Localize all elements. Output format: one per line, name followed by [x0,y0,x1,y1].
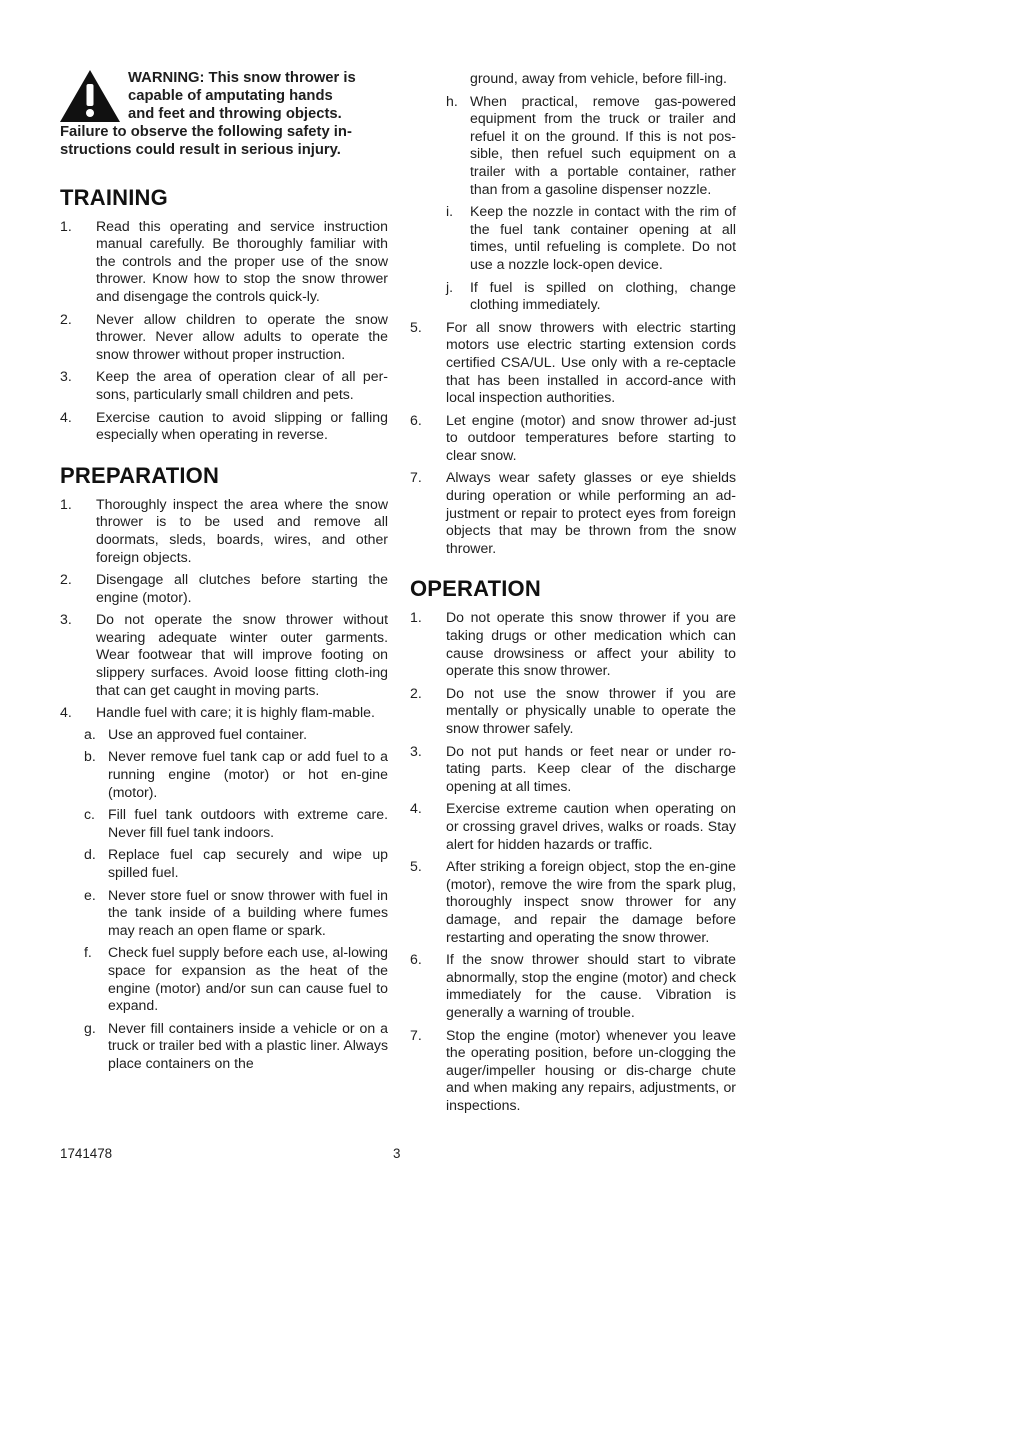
item-text: Never fill containers inside a vehicle or on a truck or trailer bed with a plastic liner. Always place containers on the [108,1019,388,1071]
item-number: 5. [410,858,422,875]
item-letter: a. [84,725,96,742]
item-letter: i. [446,203,454,220]
item-number: 4. [410,800,422,817]
list-item [60,368,388,403]
preparation-section [60,464,388,1073]
item-number: 1. [410,609,422,626]
item-text: Exercise caution to avoid slipping or falling especially when operating in reverse. [96,408,388,443]
sub-list-item [84,944,388,1014]
item-text: After striking a foreign object, stop the en-gine (motor), remove the wire from the spark plug, thoroughly inspect snow thrower for any damage, and repair the damage before restarting and operating the snow thrower. [446,858,736,945]
list-item [410,800,736,853]
item-number: 4. [60,408,72,425]
list-item [60,409,388,444]
item-text: Stop the engine (motor) whenever you leave the operating position, before un-clogging the auger/impeller housing or dis-charge chute and when making any repairs, adjustments, or inspections. [446,1026,736,1113]
item-text: Never store fuel or snow thrower with fuel in the tank inside of a building where fumes may reach an open flame or spark. [108,886,388,938]
list-item [60,496,388,566]
item-number: 5. [410,318,422,335]
training-section [60,186,388,444]
list-item [410,469,736,557]
warning-line-2: capable of amputating hands [128,87,333,104]
part-number: 1741478 [60,1146,113,1161]
sub-list-item [84,726,388,744]
list-item [60,571,388,606]
item-text: Read this operating and service instruction manual carefully. Be thoroughly familiar with the controls and the proper use of the snow thrower. Know how to stop the snow thrower and disengage the controls quick-ly. [96,217,388,304]
list-item [410,685,736,738]
sub-list-item [446,203,736,273]
warning-line-4: Failure to observe the following safety in- [60,124,352,140]
item-letter: j. [446,278,454,295]
item-text: Exercise extreme caution when operating on or crossing gravel drives, walks or roads. Stay alert for hidden hazards or traffic. [446,800,736,852]
item-letter: h. [446,92,458,109]
operation-section [410,577,736,1114]
operation-heading: OPERATION [410,576,541,602]
warning-line-1: WARNING: This snow thrower is [128,70,356,86]
item-text: Do not put hands or feet near or under ro-tating parts. Keep clear of the discharge opening at all times. [446,742,736,794]
list-item [60,611,388,699]
item-text: Never allow children to operate the snow thrower. Never allow adults to operate the snow thrower without proper instruction. [96,310,388,362]
item-text: Thoroughly inspect the area where the snow thrower is to be used and remove all doormats, sleds, boards, wires, and other foreign objects. [96,495,388,565]
item-number: 7. [410,1026,422,1043]
item-text: Handle fuel with care; it is highly flam-mable. [96,704,375,721]
item-text: Check fuel supply before each use, al-lowing space for expansion as the heat of the engine (motor) and/or sun can cause fuel to expand. [108,944,388,1014]
item-number: 3. [60,611,72,628]
item-number: 2. [60,571,72,588]
item-text: If the snow thrower should start to vibrate abnormally, stop the engine (motor) and check immediately for the cause. Vibration is generally a warning of trouble. [446,951,736,1020]
training-list [60,218,388,444]
item-text: Keep the nozzle in contact with the rim of the fuel tank container opening at all times, until refueling is complete. Do not use a nozzle lock-open device. [470,203,736,272]
item-text: Replace fuel cap securely and wipe up spilled fuel. [108,846,388,880]
item-letter: d. [84,846,96,863]
item-text: Fill fuel tank outdoors with extreme care. Never fill fuel tank indoors. [108,806,388,840]
sub-list-item-continued [446,70,736,88]
item-number: 6. [410,951,422,968]
item-letter: g. [84,1019,96,1036]
sub-list-item [84,887,388,940]
item-number: 2. [410,684,422,701]
list-item [410,858,736,946]
preparation-heading: PREPARATION [60,462,220,488]
item-text: Disengage all clutches before starting the engine (motor). [96,571,388,605]
item-text: ground, away from vehicle, before fill-ing. [470,70,727,86]
item-number: 7. [410,469,422,486]
sub-list-item [446,93,736,199]
preparation-list-continued [410,319,736,558]
item-text: Never remove fuel tank cap or add fuel to a running engine (motor) or hot en-gine (motor). [108,748,388,800]
item-text: Do not operate this snow thrower if you are taking drugs or other medication which can cause drowsiness or affect your ability to operate this snow thrower. [446,609,736,679]
sub-list-item [84,806,388,841]
item-text: Let engine (motor) and snow thrower ad-just to outdoor temperatures before starting to clear snow. [446,411,736,463]
item-text: If fuel is spilled on clothing, change clothing immediately. [470,278,736,313]
warning-block [60,70,388,160]
list-item [60,311,388,364]
item-number: 1. [60,217,72,234]
sub-list-item [84,748,388,801]
item-text: Do not use the snow thrower if you are mentally or physically unable to operate the snow thrower safely. [446,684,736,736]
training-heading: TRAINING [60,184,168,210]
item-number: 6. [410,411,422,428]
item-number: 3. [60,368,72,385]
item-number: 1. [60,495,72,512]
operation-list [410,609,736,1114]
item-letter: f. [84,944,92,961]
page-number: 3 [393,1146,401,1161]
item-text: Use an approved fuel container. [108,725,308,742]
list-item [410,743,736,796]
sub-list-item [446,279,736,314]
item-number: 2. [60,310,72,327]
list-item [410,1027,736,1115]
fuel-sub-list-continued [446,70,736,314]
warning-line-3: and feet and throwing objects. [128,105,342,122]
list-item [410,951,736,1021]
item-text: Keep the area of operation clear of all per-sons, particularly small children and pets. [96,368,388,402]
list-item [410,412,736,465]
warning-line-5: structions could result in serious injury. [60,141,341,158]
item-text: For all snow throwers with electric starting motors use electric starting extension cords certified CSA/UL. Use only with a re-ceptacle that has been installed in accord-ance with local inspection authorities. [446,318,736,406]
item-text: When practical, remove gas-powered equipment from the truck or trailer and refuel it on the ground. If this is not pos-sible, then refuel such equipment on a trailer with a portable container, rather than from a gasoline dispenser nozzle. [470,92,736,197]
list-item [60,218,388,306]
list-item [60,704,388,1072]
item-text: Do not operate the snow thrower without wearing adequate winter outer garments. Wear footwear that will improve footing on slippery surfaces. Avoid loose fitting cloth-ing that can get caught in moving parts. [96,611,388,698]
list-item [410,319,736,407]
left-column [60,70,388,1093]
fuel-sub-list [84,726,388,1073]
item-letter: b. [84,748,96,765]
warning-triangle-icon [58,68,122,124]
preparation-list [60,496,388,1073]
list-item [410,609,736,679]
right-column [410,70,736,1134]
item-letter: c. [84,806,95,823]
item-letter: e. [84,886,96,903]
item-number: 3. [410,742,422,759]
item-text: Always wear safety glasses or eye shields during operation or while performing an ad-justment or repair to protect eyes from foreign objects that may be thrown from the snow thrower. [446,469,736,556]
item-number: 4. [60,704,72,721]
sub-list-item [84,1020,388,1073]
sub-list-item [84,846,388,881]
